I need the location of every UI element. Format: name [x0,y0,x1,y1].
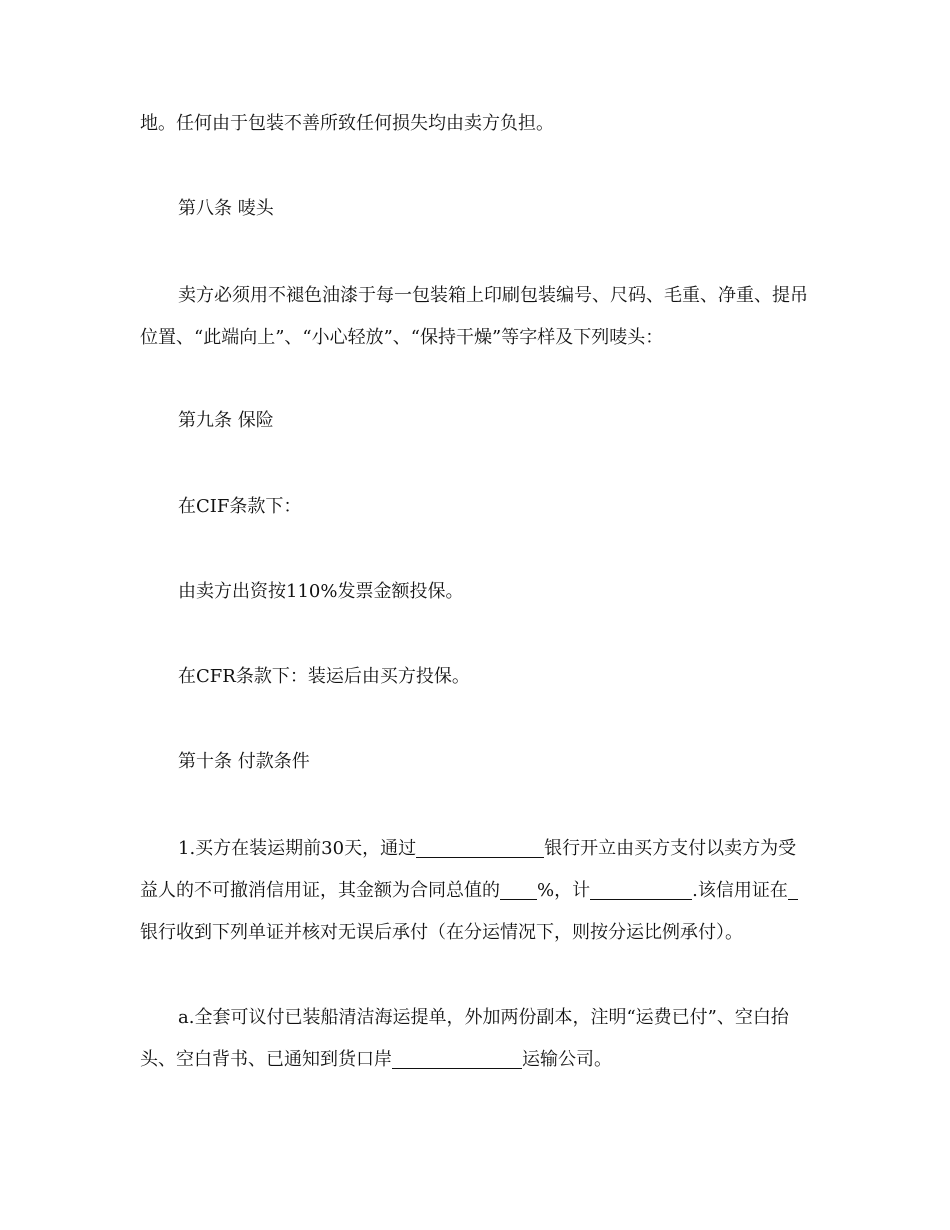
cif-insurance-text: 由卖方出资按110%发票金额投保。 [178,581,464,602]
document-a-line-2 [140,1044,820,1076]
paragraph-packaging-end: 地。任何由于包装不善所致任何损失均由卖方负担。 [140,113,554,134]
percentage-blank [500,879,537,900]
payment-item-1-line-3: 银行收到下列单证并核对无误后承付（在分运情况下，则按分运比例承付）。 [140,922,743,943]
cif-label: 在CIF条款下： [178,496,302,517]
payment-item-1-text-a: 1.买方在装运期前30天，通过 [178,838,417,859]
marks-paragraph-line-1: 卖方必须用不褪色油漆于每一包装箱上印刷包装编号、尺码、毛重、净重、提吊 [178,285,808,306]
document-a-text-a: 头、空白背书、已通知到货口岸 [140,1049,392,1070]
payment-item-1-text-d: %，计 [537,880,591,901]
document-a-text-b: 运输公司。 [522,1049,612,1070]
marks-paragraph-line-2: 位置、“此端向上”、“小心轻放”、“保持干燥”等字样及下列唛头： [140,327,664,348]
article-8-heading: 第八条 唛头 [178,198,274,219]
bank-name-blank [416,837,544,858]
payment-item-1-text-b: 银行开立由买方支付以卖方为受 [544,838,797,859]
payment-item-1-text-e: .该信用证在 [692,880,788,901]
amount-blank [590,879,692,900]
lc-bank-blank [788,879,798,900]
payment-item-1-line-2 [140,875,820,907]
payment-item-1-text-c: 益人的不可撤消信用证，其金额为合同总值的 [140,880,500,901]
cfr-insurance-text: 在CFR条款下：装运后由买方投保。 [178,666,470,687]
payment-item-1-line-1 [178,833,820,865]
shipping-company-blank [392,1048,522,1069]
article-9-heading: 第九条 保险 [178,410,274,431]
article-10-heading: 第十条 付款条件 [178,751,310,772]
document-a-line-1: a.全套可议付已装船清洁海运提单，外加两份副本，注明“运费已付”、空白抬 [178,1007,789,1028]
